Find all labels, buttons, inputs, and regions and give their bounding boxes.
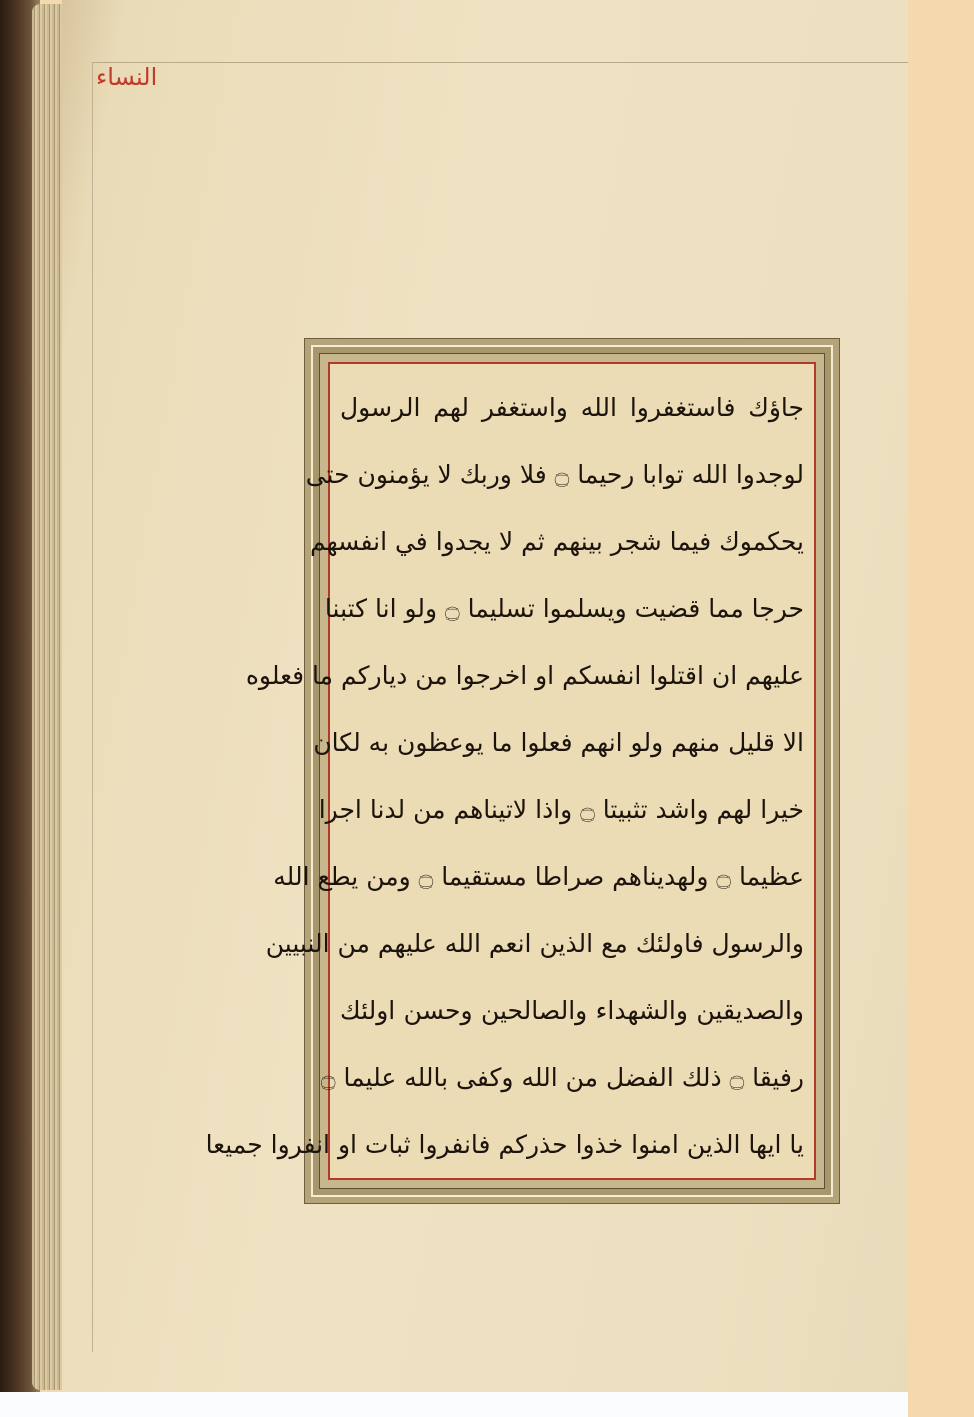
text-block <box>205 362 816 1180</box>
text-line: رفيقا ۝ ذلك الفضل من الله وكفى بالله عليما ۝ <box>320 1063 804 1092</box>
right-margin-strip <box>908 0 974 1417</box>
text-line: الا قليل منهم ولو انهم فعلوا ما يوعظون به لكان <box>313 728 804 757</box>
text-line: والرسول فاولئك مع الذين انعم الله عليهم من النبيين <box>265 929 804 958</box>
text-line: عليهم ان اقتلوا انفسكم او اخرجوا من دياركم ما فعلوه <box>245 661 804 690</box>
text-line: حرجا مما قضيت ويسلموا تسليما ۝ ولو انا كتبنا <box>324 594 804 623</box>
top-margin-rule <box>92 62 908 63</box>
text-line: خيرا لهم واشد تثبيتا ۝ واذا لاتيناهم من لدنا اجرا <box>318 795 804 824</box>
frame-border-inner <box>205 353 825 1189</box>
text-line: يا ايها الذين امنوا خذوا حذركم فانفروا ثبات او انفروا جميعا <box>205 1130 804 1159</box>
text-block-frame <box>205 338 840 1204</box>
text-line: عظيما ۝ ولهديناهم صراطا مستقيما ۝ ومن يطع الله <box>273 862 804 891</box>
surah-header: النساء <box>96 63 158 91</box>
text-lines <box>205 378 804 1182</box>
text-line: والصديقين والشهداء والصالحين وحسن اولئك <box>340 996 804 1025</box>
left-margin-rule <box>92 62 93 1352</box>
text-line: يحكموك فيما شجر بينهم ثم لا يجدوا في انفسهم <box>310 527 804 556</box>
frame-border-outer <box>205 345 833 1197</box>
bottom-margin-strip <box>0 1392 908 1417</box>
text-line: لوجدوا الله توابا رحيما ۝ فلا وربك لا يؤمنون حتى <box>305 460 804 489</box>
text-line: جاؤك فاستغفروا الله واستغفر لهم الرسول <box>340 393 804 422</box>
